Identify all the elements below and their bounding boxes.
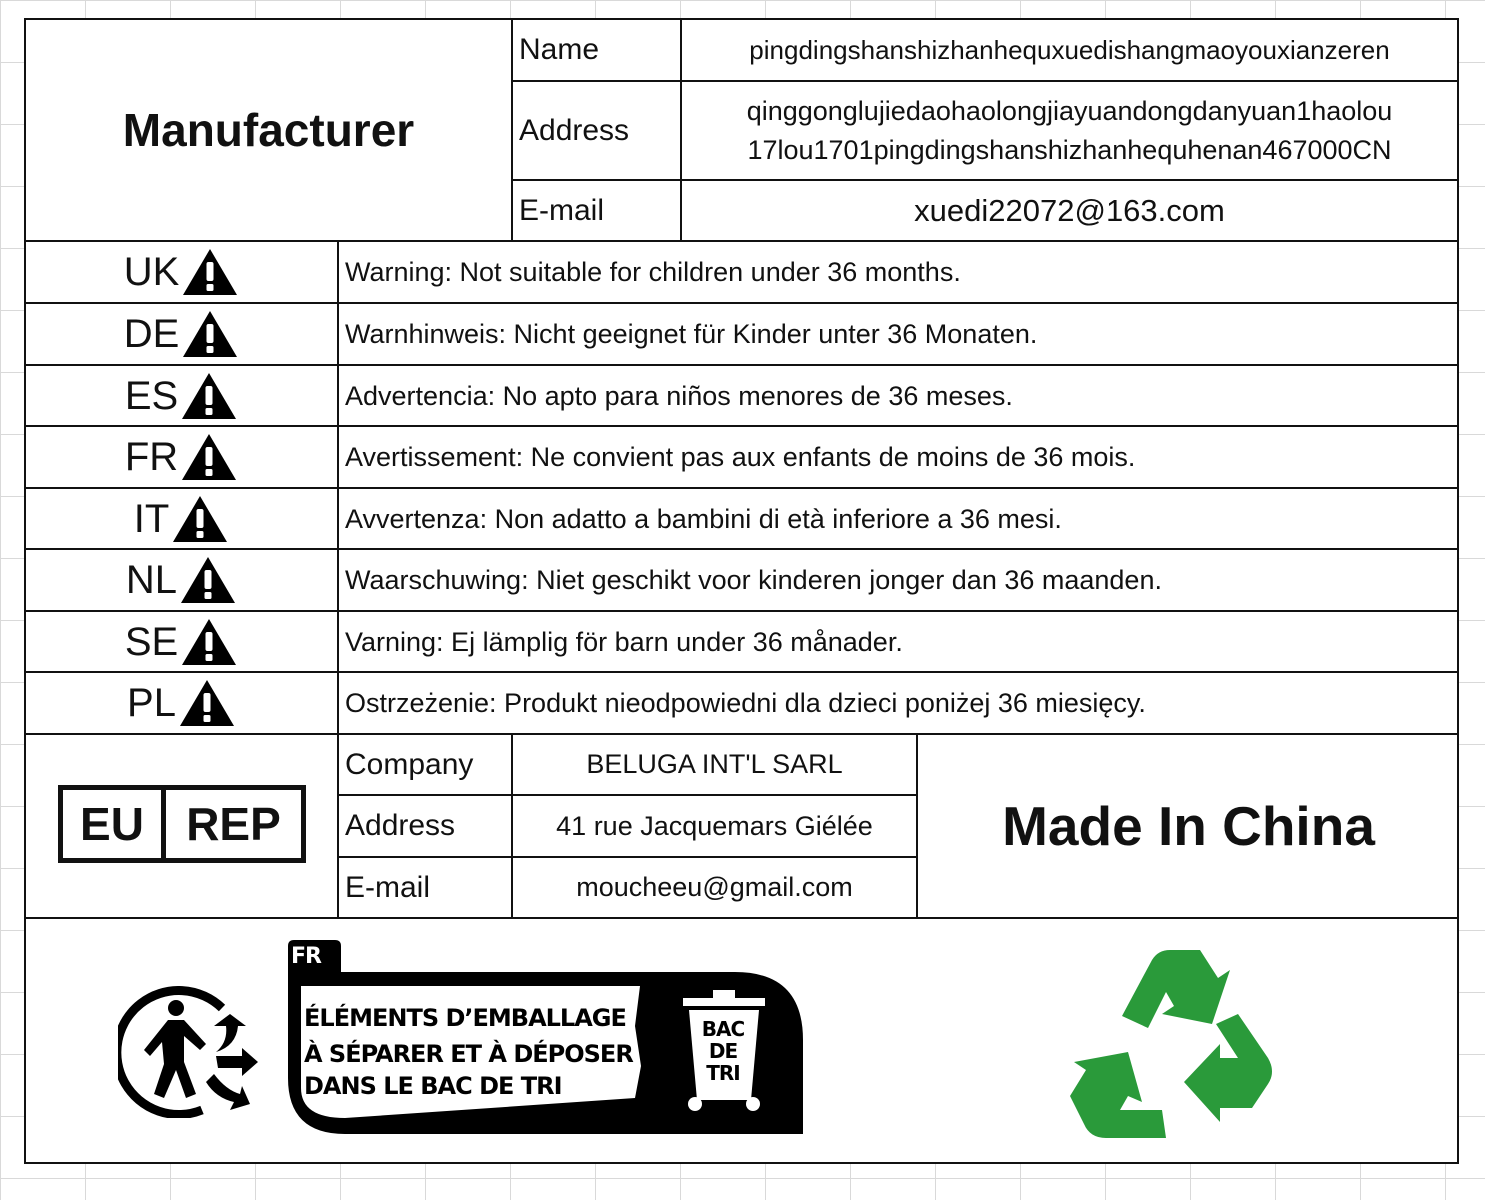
triman-icon bbox=[118, 986, 260, 1118]
country-code-label: FR bbox=[124, 434, 179, 479]
manufacturer-address bbox=[682, 82, 1457, 179]
warning-text: Warning: Not suitable for children under 36 months. bbox=[345, 256, 961, 287]
bin-line-1: BAC bbox=[701, 1017, 745, 1041]
country-code-label: PL bbox=[127, 680, 176, 725]
country-code-pl bbox=[26, 673, 337, 733]
country-code-de bbox=[26, 304, 337, 364]
triman-line-3: DANS LE BAC DE TRI bbox=[304, 1072, 562, 1100]
country-code-label: DE bbox=[123, 311, 180, 356]
country-code-uk bbox=[26, 242, 337, 302]
eu-rep-email: moucheeu@gmail.com bbox=[576, 872, 853, 902]
address-line-2: 17lou1701pingdingshanshizhanhequhenan467000CN bbox=[747, 134, 1392, 165]
name-label: Name bbox=[519, 33, 600, 66]
warning-text: Avvertenza: Non adatto a bambini di età inferiore a 36 mesi. bbox=[345, 503, 1062, 534]
divider bbox=[24, 917, 1459, 919]
address-line-1: qinggonglujiedaohaolongjiayuandongdanyuan1haolou bbox=[746, 95, 1393, 126]
country-code-label: NL bbox=[125, 557, 178, 602]
warning-text: Advertencia: No apto para niños menores de 36 meses. bbox=[345, 380, 1013, 411]
address-label: Address bbox=[519, 113, 630, 147]
country-code-se bbox=[26, 612, 337, 672]
bin-line-2: DE bbox=[708, 1039, 738, 1063]
bin-label bbox=[697, 1018, 749, 1084]
country-code-label: ES bbox=[124, 373, 179, 418]
eu-rep-badge bbox=[58, 785, 306, 863]
country-code-label: IT bbox=[133, 496, 170, 541]
triman-line-1: ÉLÉMENTS D’EMBALLAGE bbox=[304, 1004, 626, 1032]
country-code-label: UK bbox=[123, 249, 180, 294]
warning-triangle-icon bbox=[180, 371, 238, 421]
bin-line-3: TRI bbox=[706, 1061, 740, 1085]
warning-triangle-icon bbox=[179, 555, 237, 605]
triman-country: FR bbox=[291, 944, 321, 969]
warning-text: Ostrzeżenie: Produkt nieodpowiedni dla dzieci poniżej 36 miesięcy. bbox=[345, 687, 1146, 718]
country-code-es bbox=[26, 366, 337, 426]
warning-triangle-icon bbox=[180, 617, 238, 667]
manufacturer-email: xuedi22072@163.com bbox=[914, 192, 1225, 228]
warning-triangle-icon bbox=[181, 309, 239, 359]
made-in-china: Made In China bbox=[1002, 795, 1375, 857]
warning-text: Avertissement: Ne convient pas aux enfants de moins de 36 mois. bbox=[345, 441, 1136, 472]
country-code-fr bbox=[26, 427, 337, 487]
warning-triangle-icon bbox=[171, 494, 229, 544]
country-code-nl bbox=[26, 550, 337, 610]
email-label: E-mail bbox=[519, 193, 605, 227]
manufacturer-name: pingdingshanshizhanhequxuedishangmaoyouxianzeren bbox=[749, 34, 1390, 65]
warning-text: Varning: Ej lämplig för barn under 36 månader. bbox=[345, 626, 903, 657]
warning-triangle-icon bbox=[180, 432, 238, 482]
country-code-label: SE bbox=[124, 619, 179, 664]
warning-text: Warnhinweis: Nicht geeignet für Kinder unter 36 Monaten. bbox=[345, 318, 1038, 349]
eu-email-label: E-mail bbox=[345, 870, 431, 904]
country-code-it bbox=[26, 489, 337, 549]
warning-triangle-icon bbox=[181, 247, 239, 297]
eu-rep-badge-eu: EU bbox=[63, 790, 166, 858]
eu-rep-company: BELUGA INT'L SARL bbox=[586, 749, 843, 779]
manufacturer-title: Manufacturer bbox=[122, 104, 415, 156]
warning-triangle-icon bbox=[178, 678, 236, 728]
warning-text: Waarschuwing: Niet geschikt voor kinderen jonger dan 36 maanden. bbox=[345, 564, 1162, 595]
company-label: Company bbox=[345, 747, 474, 781]
recycle-icon bbox=[1062, 948, 1280, 1144]
triman-line-2: À SÉPARER ET À DÉPOSER bbox=[304, 1040, 633, 1068]
eu-address-label: Address bbox=[345, 809, 456, 842]
eu-rep-badge-rep: REP bbox=[186, 798, 281, 850]
eu-rep-address: 41 rue Jacquemars Giélée bbox=[556, 810, 873, 841]
